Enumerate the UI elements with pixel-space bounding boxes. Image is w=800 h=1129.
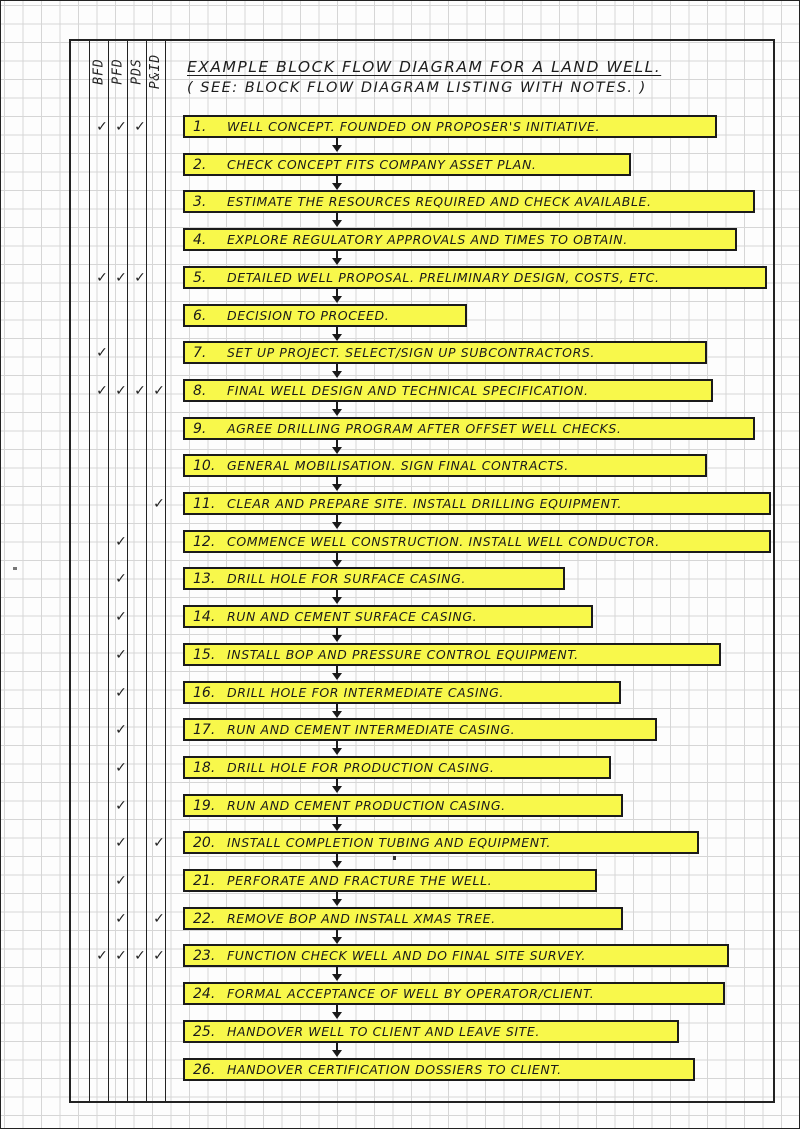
step-text: DETAILED WELL PROPOSAL. PRELIMINARY DESIGN, COSTS, ETC. <box>227 270 660 285</box>
step-text: COMMENCE WELL CONSTRUCTION. INSTALL WELL CONDUCTOR. <box>227 534 660 549</box>
flow-step <box>183 341 707 364</box>
flow-arrow-icon <box>331 704 343 718</box>
flow-arrow-icon <box>331 779 343 793</box>
flow-step <box>183 492 771 515</box>
column-header-label: PFD <box>110 57 126 85</box>
step-text: DRILL HOLE FOR SURFACE CASING. <box>227 571 466 586</box>
checkmark-icon: ✓ <box>115 119 127 135</box>
checkmark-icon: ✓ <box>153 835 165 851</box>
flow-step <box>183 1058 695 1081</box>
flow-step <box>183 907 623 930</box>
step-number: 19. <box>193 797 216 814</box>
step-text: ESTIMATE THE RESOURCES REQUIRED AND CHECK AVAILABLE. <box>227 194 652 209</box>
column-header-label: BFD <box>91 57 107 85</box>
checkmark-icon: ✓ <box>115 383 127 399</box>
step-number: 23. <box>193 947 216 964</box>
checkmark-icon: ✓ <box>115 270 127 286</box>
flow-step <box>183 567 565 590</box>
flow-step <box>183 944 729 967</box>
checkmark-icon: ✓ <box>96 119 108 135</box>
checkmark-icon: ✓ <box>134 270 146 286</box>
step-number: 11. <box>193 495 216 512</box>
column-header-bfd <box>90 45 108 97</box>
flow-arrow-icon <box>331 213 343 227</box>
step-number: 25. <box>193 1023 216 1040</box>
step-number: 13. <box>193 570 216 587</box>
step-text: HANDOVER WELL TO CLIENT AND LEAVE SITE. <box>227 1024 540 1039</box>
step-text: DRILL HOLE FOR PRODUCTION CASING. <box>227 760 495 775</box>
flow-step <box>183 869 597 892</box>
flow-step <box>183 417 755 440</box>
step-number: 4. <box>193 231 207 248</box>
checkmark-icon: ✓ <box>115 609 127 625</box>
flow-arrow-icon <box>331 1043 343 1057</box>
step-number: 8. <box>193 382 207 399</box>
flow-step <box>183 982 725 1005</box>
step-number: 7. <box>193 344 207 361</box>
step-number: 14. <box>193 608 216 625</box>
step-text: PERFORATE AND FRACTURE THE WELL. <box>227 873 493 888</box>
flow-arrow-icon <box>331 289 343 303</box>
step-number: 24. <box>193 985 216 1002</box>
flow-step <box>183 304 467 327</box>
step-text: RUN AND CEMENT SURFACE CASING. <box>227 609 478 624</box>
step-number: 17. <box>193 721 216 738</box>
step-number: 16. <box>193 684 216 701</box>
diagram-title: EXAMPLE BLOCK FLOW DIAGRAM FOR A LAND WELL. <box>187 58 662 76</box>
flow-step <box>183 718 657 741</box>
flow-step <box>183 190 755 213</box>
step-text: DRILL HOLE FOR INTERMEDIATE CASING. <box>227 685 504 700</box>
checkmark-icon: ✓ <box>134 119 146 135</box>
step-number: 9. <box>193 420 207 437</box>
step-text: HANDOVER CERTIFICATION DOSSIERS TO CLIENT. <box>227 1062 562 1077</box>
column-header-pfd <box>109 45 127 97</box>
checkmark-icon: ✓ <box>115 835 127 851</box>
step-number: 6. <box>193 307 207 324</box>
checkmark-icon: ✓ <box>115 760 127 776</box>
checkmark-icon: ✓ <box>115 534 127 550</box>
checkmark-icon: ✓ <box>153 948 165 964</box>
flow-arrow-icon <box>331 477 343 491</box>
checkmark-icon: ✓ <box>115 647 127 663</box>
flow-step <box>183 266 767 289</box>
flow-step <box>183 530 771 553</box>
flow-arrow-icon <box>331 440 343 454</box>
step-number: 2. <box>193 156 207 173</box>
step-number: 12. <box>193 533 216 550</box>
step-number: 21. <box>193 872 216 889</box>
flow-arrow-icon <box>331 967 343 981</box>
column-header-label: PDS <box>129 57 145 85</box>
step-text: SET UP PROJECT. SELECT/SIGN UP SUBCONTRACTORS. <box>227 345 595 360</box>
checkmark-icon: ✓ <box>153 496 165 512</box>
step-text: AGREE DRILLING PROGRAM AFTER OFFSET WELL CHECKS. <box>227 421 622 436</box>
step-text: REMOVE BOP AND INSTALL XMAS TREE. <box>227 911 496 926</box>
flow-arrow-icon <box>331 251 343 265</box>
flow-arrow-icon <box>331 364 343 378</box>
checkmark-icon: ✓ <box>115 873 127 889</box>
flow-step <box>183 115 717 138</box>
flow-arrow-icon <box>331 666 343 680</box>
step-text: FUNCTION CHECK WELL AND DO FINAL SITE SURVEY. <box>227 948 586 963</box>
flow-arrow-icon <box>331 930 343 944</box>
checkmark-icon: ✓ <box>115 948 127 964</box>
flow-step <box>183 379 713 402</box>
flow-step <box>183 454 707 477</box>
step-number: 18. <box>193 759 216 776</box>
checkmark-icon: ✓ <box>134 948 146 964</box>
step-text: GENERAL MOBILISATION. SIGN FINAL CONTRACTS. <box>227 458 569 473</box>
checkmark-icon: ✓ <box>134 383 146 399</box>
column-divider <box>127 39 128 1101</box>
checkmark-icon: ✓ <box>96 383 108 399</box>
flow-arrow-icon <box>331 741 343 755</box>
flow-step <box>183 831 699 854</box>
column-header-label: P&ID <box>148 53 164 89</box>
step-text: INSTALL COMPLETION TUBING AND EQUIPMENT. <box>227 835 551 850</box>
column-divider <box>146 39 147 1101</box>
step-number: 22. <box>193 910 216 927</box>
flow-arrow-icon <box>331 515 343 529</box>
step-number: 20. <box>193 834 216 851</box>
diagram-subtitle: ( SEE: BLOCK FLOW DIAGRAM LISTING WITH NOTES. ) <box>187 80 647 96</box>
flow-step <box>183 1020 679 1043</box>
column-header-pid <box>147 45 165 97</box>
flow-arrow-icon <box>331 553 343 567</box>
column-divider <box>108 39 109 1101</box>
flow-arrow-icon <box>331 138 343 152</box>
flow-arrow-icon <box>331 854 343 868</box>
step-text: WELL CONCEPT. FOUNDED ON PROPOSER'S INITIATIVE. <box>227 119 601 134</box>
flow-step <box>183 756 611 779</box>
step-text: EXPLORE REGULATORY APPROVALS AND TIMES TO OBTAIN. <box>227 232 628 247</box>
flow-arrow-icon <box>331 892 343 906</box>
checkmark-icon: ✓ <box>96 948 108 964</box>
checkmark-icon: ✓ <box>115 685 127 701</box>
step-text: INSTALL BOP AND PRESSURE CONTROL EQUIPMENT. <box>227 647 579 662</box>
column-header-pds <box>128 45 146 97</box>
step-number: 26. <box>193 1061 216 1078</box>
step-text: CHECK CONCEPT FITS COMPANY ASSET PLAN. <box>227 157 537 172</box>
step-text: RUN AND CEMENT INTERMEDIATE CASING. <box>227 722 516 737</box>
checkmark-icon: ✓ <box>153 911 165 927</box>
column-divider <box>89 39 90 1101</box>
flow-step <box>183 228 737 251</box>
flow-arrow-icon <box>331 1005 343 1019</box>
column-divider <box>165 39 166 1101</box>
flow-step <box>183 681 621 704</box>
step-text: RUN AND CEMENT PRODUCTION CASING. <box>227 798 506 813</box>
step-text: DECISION TO PROCEED. <box>227 308 390 323</box>
flow-arrow-icon <box>331 176 343 190</box>
step-number: 15. <box>193 646 216 663</box>
paper-mark <box>13 567 17 570</box>
checkmark-icon: ✓ <box>153 383 165 399</box>
flow-arrow-icon <box>331 817 343 831</box>
checkmark-icon: ✓ <box>115 911 127 927</box>
step-text: FORMAL ACCEPTANCE OF WELL BY OPERATOR/CLIENT. <box>227 986 595 1001</box>
flow-arrow-icon <box>331 402 343 416</box>
checkmark-icon: ✓ <box>96 345 108 361</box>
step-text: FINAL WELL DESIGN AND TECHNICAL SPECIFICATION. <box>227 383 589 398</box>
step-text: CLEAR AND PREPARE SITE. INSTALL DRILLING EQUIPMENT. <box>227 496 622 511</box>
checkmark-icon: ✓ <box>115 571 127 587</box>
step-number: 5. <box>193 269 207 286</box>
flow-arrow-icon <box>331 590 343 604</box>
flow-arrow-icon <box>331 327 343 341</box>
flow-arrow-icon <box>331 628 343 642</box>
step-number: 3. <box>193 193 207 210</box>
flow-step <box>183 153 631 176</box>
flow-step <box>183 643 721 666</box>
step-number: 1. <box>193 118 207 135</box>
step-number: 10. <box>193 457 216 474</box>
flow-step <box>183 605 593 628</box>
flow-step <box>183 794 623 817</box>
checkmark-icon: ✓ <box>115 722 127 738</box>
paper-mark <box>393 856 396 860</box>
checkmark-icon: ✓ <box>115 798 127 814</box>
checkmark-icon: ✓ <box>96 270 108 286</box>
